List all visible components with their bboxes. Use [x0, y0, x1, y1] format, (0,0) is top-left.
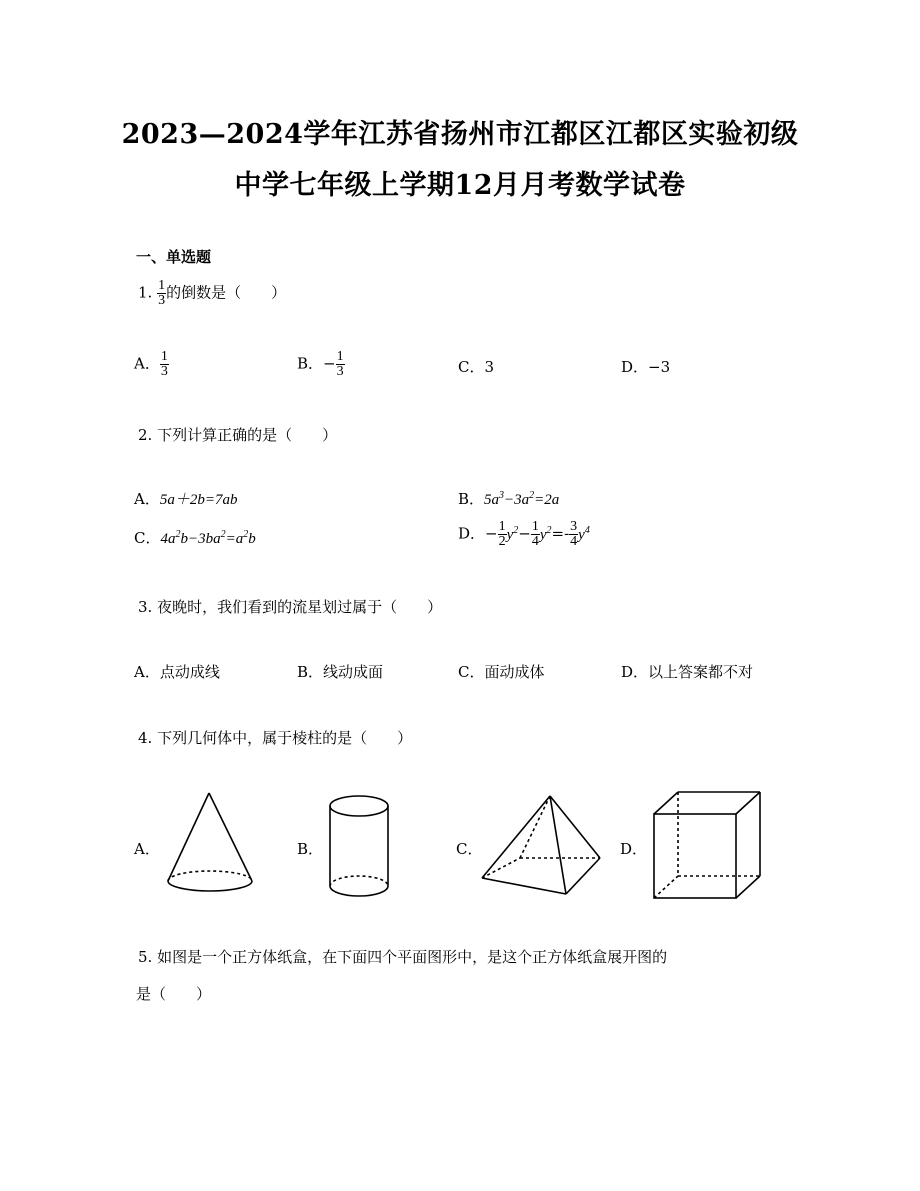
- page-title-line1: 2023—2024学年江苏省扬州市江都区江都区实验初级: [121, 119, 799, 150]
- cylinder-figure: [325, 790, 395, 910]
- pyramid-figure: [480, 790, 610, 905]
- question-1: [138, 279, 286, 308]
- q4-option-d: D．: [620, 840, 648, 858]
- question-2: 2. 下列计算正确的是（ ）: [138, 426, 338, 444]
- question-4: 4. 下列几何体中，属于棱柱的是（ ）: [138, 729, 413, 747]
- q3-option-b: B．线动成面: [297, 663, 384, 681]
- q2-option-c: C．$4a^2b-3ba^2=a^2b$: [134, 529, 256, 547]
- q3-option-d: D．以上答案都不对: [621, 663, 754, 681]
- q2-option-a: A．5a＋2b=7ab: [134, 490, 238, 508]
- question-5-line1: 5. 如图是一个正方体纸盒，在下面四个平面图形中，是这个正方体纸盒展开图的: [138, 948, 668, 966]
- q1-option-b: B．− $\frac{1}{3}$: [297, 349, 344, 379]
- q1-option-c: C．3: [458, 358, 495, 376]
- q4-option-a: A．: [134, 840, 160, 858]
- cone-figure: [160, 785, 260, 905]
- q1-option-d: D．−3: [621, 358, 671, 376]
- q2-option-b: B．$5a^3-3a^2=2a$: [458, 490, 560, 508]
- section-heading: 一、单选题: [136, 248, 212, 266]
- question-5-line2: 是（ ）: [136, 985, 212, 1003]
- page-title-line2: 中学七年级上学期12月月考数学试卷: [234, 170, 686, 201]
- q4-option-b: B．: [297, 840, 324, 858]
- q3-option-c: C．面动成体: [458, 663, 545, 681]
- question-number: 1.: [138, 283, 153, 302]
- question-3: 3. 夜晚时，我们看到的流星划过属于（ ）: [138, 598, 443, 616]
- question-text: 的倒数是（ ）: [166, 283, 287, 302]
- fraction: $\frac{1}{3}$: [158, 278, 166, 308]
- q4-option-c: C．: [456, 840, 483, 858]
- cube-figure: [650, 788, 770, 908]
- q2-option-d: D．− $\frac{1}{2}$ $y^2-$ $\frac{1}{4}$ $y^2=-$ $\frac{3}{4}$ $y^4$: [458, 519, 590, 549]
- q3-option-a: A．点动成线: [134, 663, 220, 681]
- q1-option-a: A． $\frac{1}{3}$: [134, 349, 168, 379]
